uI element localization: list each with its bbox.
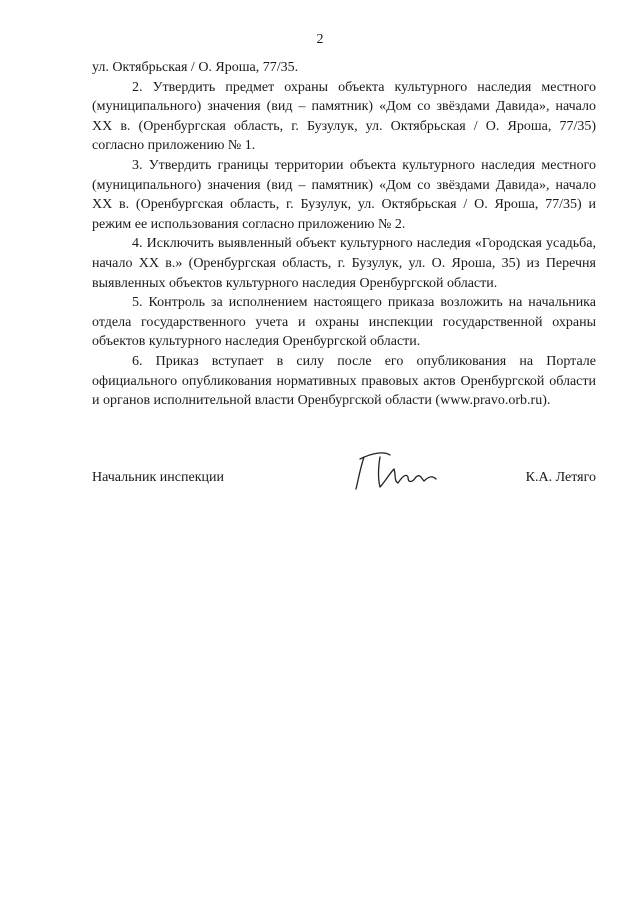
signatory-title: Начальник инспекции	[92, 470, 224, 485]
page-number: 2	[316, 32, 324, 47]
paragraph-item-6: 6. Приказ вступает в силу после его опубликования на Портале официального опубликования нормативных правовых актов Оренбургской области и органов исполнительной власти Оренбургской области (www.pravo.orb.ru).	[92, 353, 596, 409]
paragraph-item-3: 3. Утвердить границы территории объекта культурного наследия местного (муниципального) значения (вид – памятник) «Дом со звёздами Давида», начало XX в. (Оренбургская область, г. Бузулук, ул. Октябрьская / О. Яроша, 77/35) и режим ее использования согласно приложению № 2.	[92, 157, 596, 232]
paragraph-item-5: 5. Контроль за исполнением настоящего приказа возложить на начальника отдела государственного учета и охраны инспекции государственной охраны объектов культурного наследия Оренбургской области.	[92, 295, 596, 350]
handwritten-signature	[350, 447, 450, 497]
continuation-line: ул. Октябрьская / О. Яроша, 77/35.	[92, 60, 299, 75]
signatory-name: К.А. Летяго	[525, 470, 596, 485]
document-body	[92, 58, 596, 411]
paragraph-item-2: 2. Утвердить предмет охраны объекта культурного наследия местного (муниципального) значения (вид – памятник) «Дом со звёздами Давида», начало XX в. (Оренбургская область, г. Бузулук, ул. Октябрьская / О. Яроша, 77/35) согласно приложению № 1.	[92, 79, 596, 154]
paragraph-item-4: 4. Исключить выявленный объект культурного наследия «Городская усадьба, начало XX в.» (Оренбургская область, г. Бузулук, ул. О. Яроша, 35) из Перечня выявленных объектов культурного наследия Оренбургской области.	[92, 236, 596, 291]
signature-block	[92, 465, 596, 505]
